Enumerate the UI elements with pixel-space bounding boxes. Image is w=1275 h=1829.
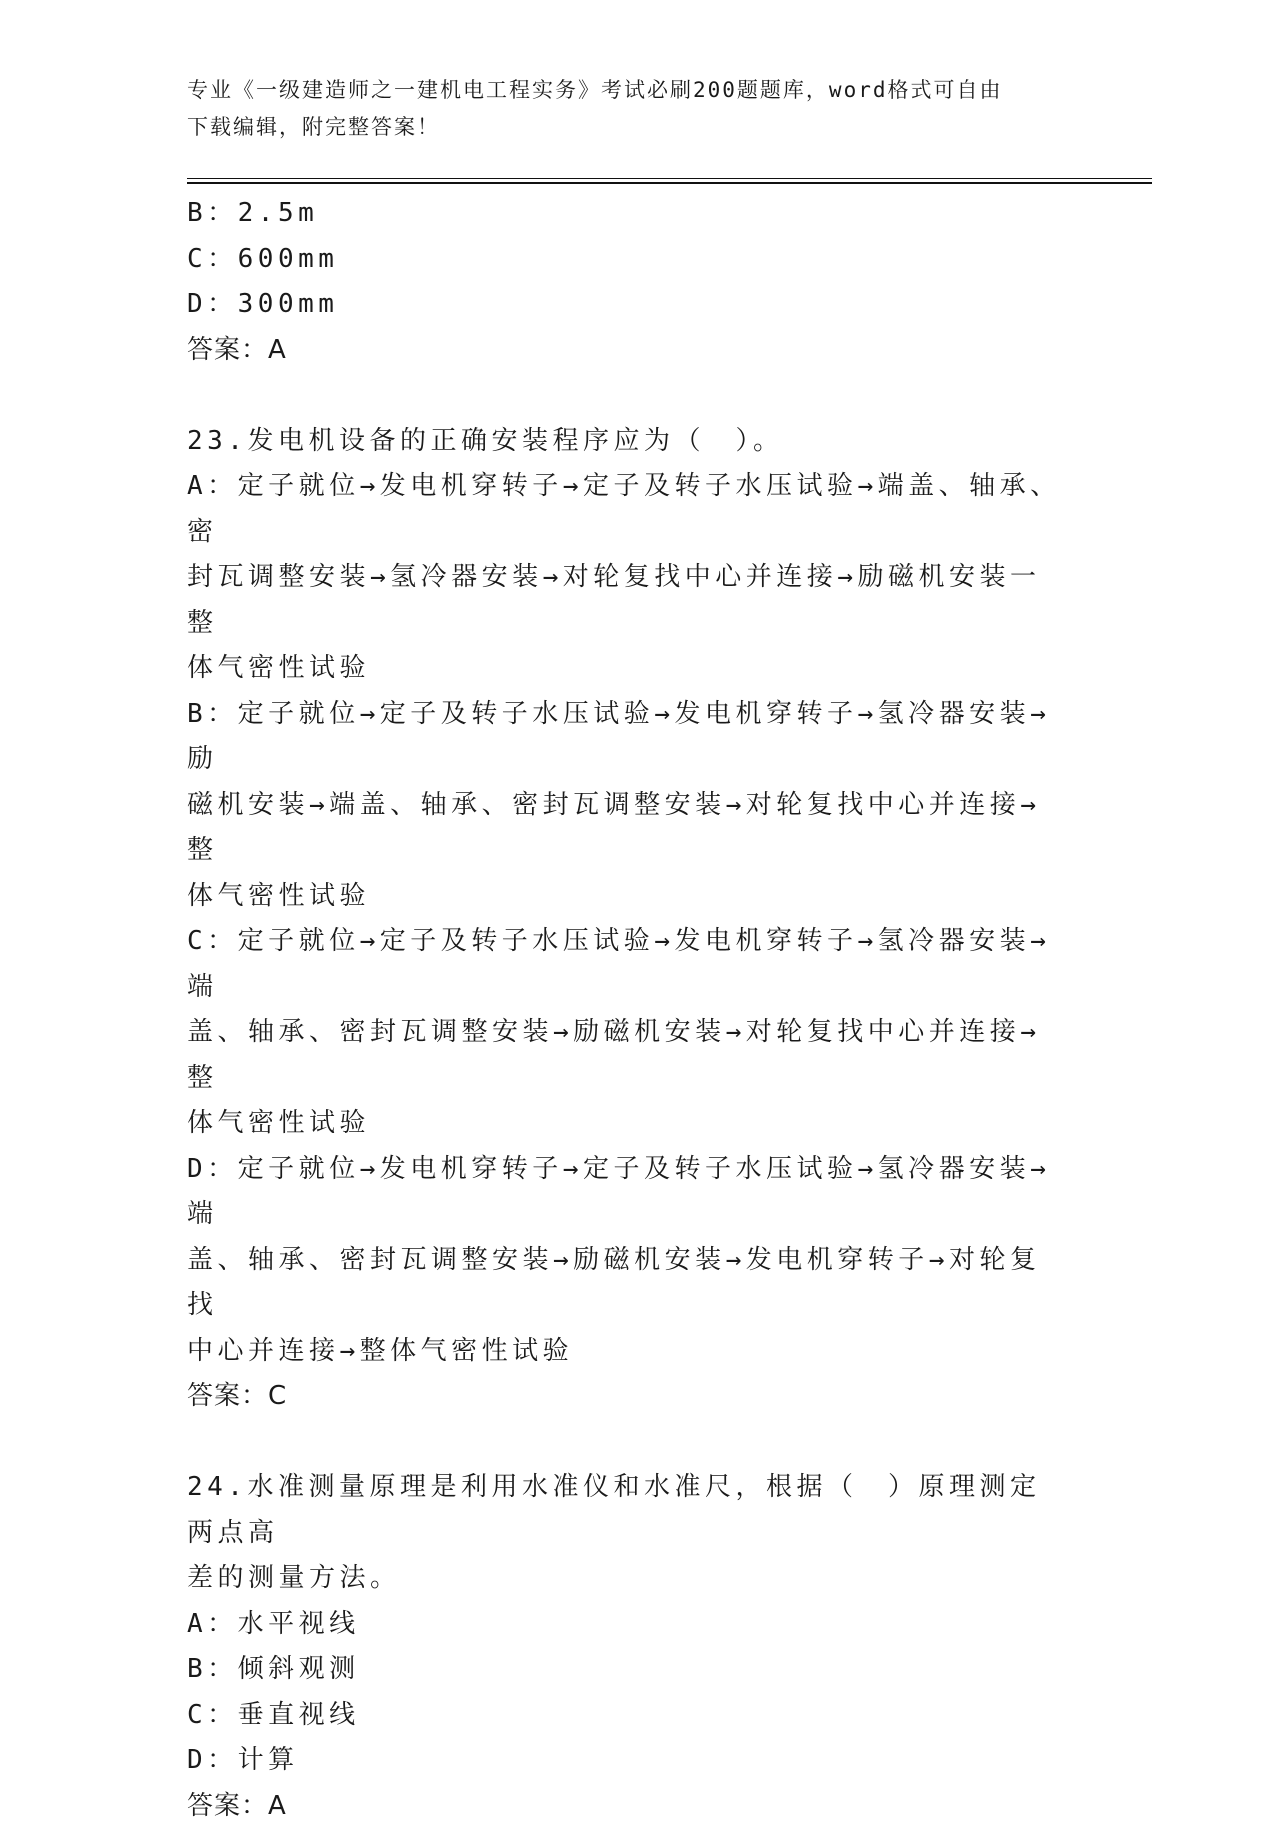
option-line: D：定子就位→发电机穿转子→定子及转子水压试验→氢冷器安装→端 (187, 1147, 1067, 1238)
option-a: A：水平视线 (187, 1602, 1067, 1648)
spacer (187, 373, 1067, 419)
option-line: 磁机安装→端盖、轴承、密封瓦调整安装→对轮复找中心并连接→整 (187, 783, 1067, 874)
option-d: D：计算 (187, 1738, 1067, 1784)
option-line: 体气密性试验 (187, 1101, 1067, 1147)
spacer (187, 1420, 1067, 1466)
header-line: 下载编辑，附完整答案！ (187, 109, 1067, 146)
previous-question-tail (187, 191, 1067, 373)
answer: 答案：A (187, 1784, 1067, 1829)
option-line: 盖、轴承、密封瓦调整安装→励磁机安装→发电机穿转子→对轮复找 (187, 1238, 1067, 1329)
document-body (187, 191, 1067, 1829)
option-line: B：定子就位→定子及转子水压试验→发电机穿转子→氢冷器安装→励 (187, 692, 1067, 783)
option-line: 体气密性试验 (187, 874, 1067, 920)
header-divider (187, 182, 1152, 184)
option-c: C：600mm (187, 237, 1067, 283)
option-line: C：定子就位→定子及转子水压试验→发电机穿转子→氢冷器安装→端 (187, 919, 1067, 1010)
question-text: 23.发电机设备的正确安装程序应为（ ）。 (187, 419, 1067, 465)
option-b: B：2.5m (187, 191, 1067, 237)
question-24 (187, 1465, 1067, 1829)
question-23 (187, 419, 1067, 1420)
option-line: 封瓦调整安装→氢冷器安装→对轮复找中心并连接→励磁机安装一整 (187, 555, 1067, 646)
header-divider (187, 178, 1152, 179)
option-d: D：300mm (187, 282, 1067, 328)
option-line: A：定子就位→发电机穿转子→定子及转子水压试验→端盖、轴承、密 (187, 464, 1067, 555)
option-line: 中心并连接→整体气密性试验 (187, 1329, 1067, 1375)
answer: 答案：C (187, 1374, 1067, 1420)
header-line: 专业《一级建造师之一建机电工程实务》考试必刷200题题库，word格式可自由 (187, 72, 1067, 109)
document-header (187, 72, 1067, 146)
question-text: 24.水准测量原理是利用水准仪和水准尺，根据（ ）原理测定两点高 (187, 1465, 1067, 1556)
answer: 答案：A (187, 328, 1067, 374)
option-line: 盖、轴承、密封瓦调整安装→励磁机安装→对轮复找中心并连接→整 (187, 1010, 1067, 1101)
option-b: B：倾斜观测 (187, 1647, 1067, 1693)
option-line: 体气密性试验 (187, 646, 1067, 692)
question-text: 差的测量方法。 (187, 1556, 1067, 1602)
option-c: C：垂直视线 (187, 1693, 1067, 1739)
